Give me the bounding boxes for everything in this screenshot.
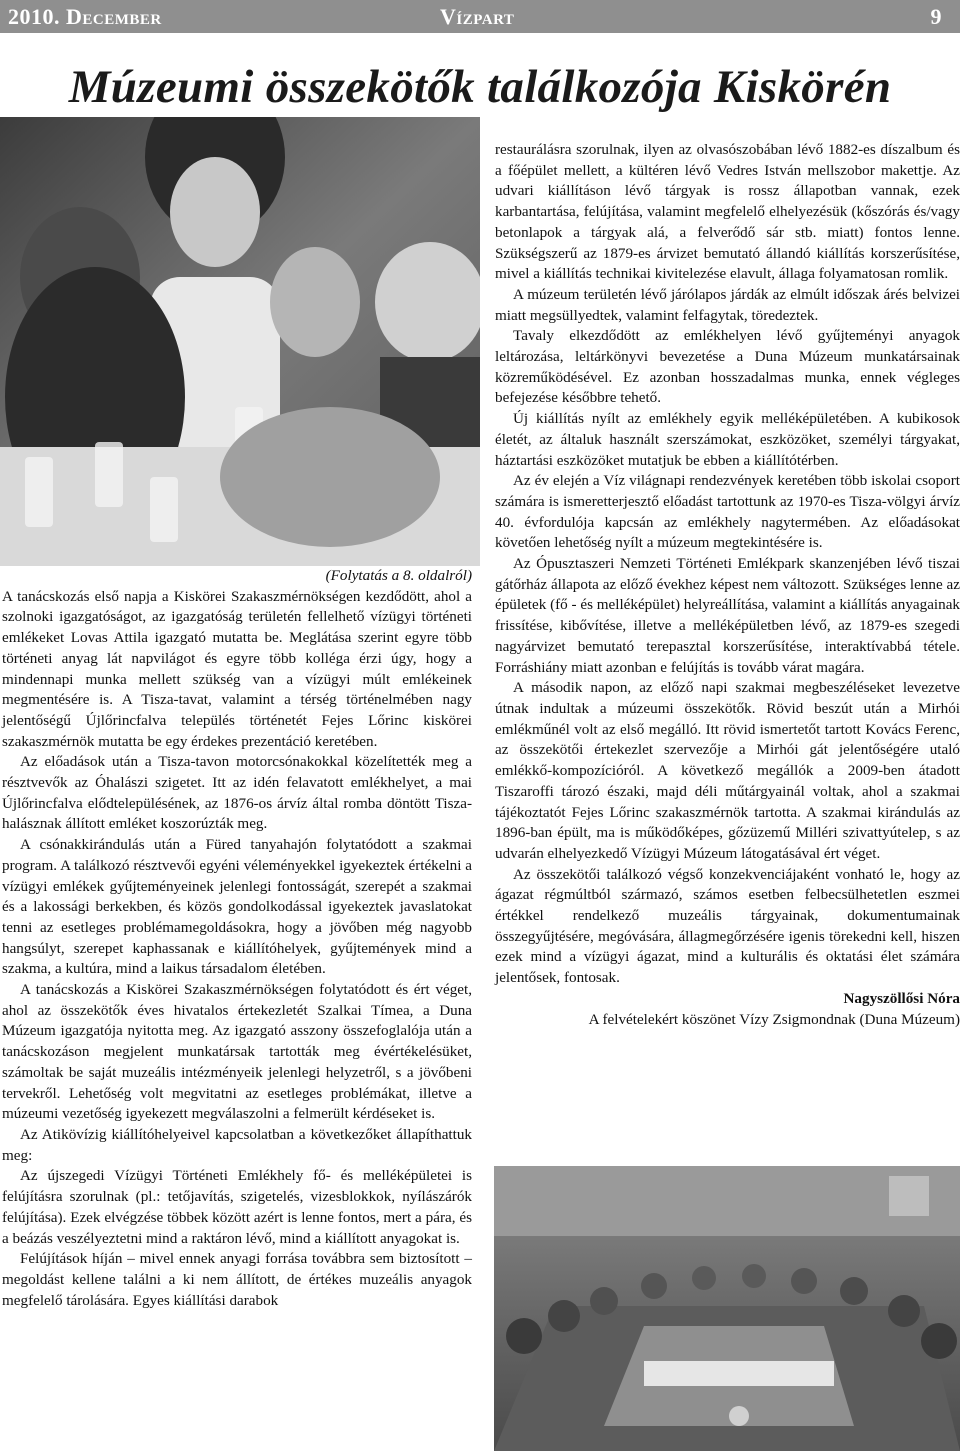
paragraph: Új kiállítás nyílt az emlékhely egyik melléképületében. A kubikosok életét, az általuk használt szerszámokat, eszközöket, személyi tárgyakat, háztartási eszközöket mutatjuk be ebben a kiállítótérben. [495,410,960,469]
photo-placeholder [494,1166,960,1451]
issue-date: 2010. December [8,4,162,29]
paragraph: A csónakkirándulás után a Füred tanyahajón folytatódott a szakmai program. A találkozó résztvevői egyéni véleményekkel igyekeztek értékelni a vízügyi emlékek gyűjteményeinek jelenlegi fontosságát, szerepét a szakmai és a lakossági berkekben, és közös gondolkodással igyekeztek javaslatokat tenni az esetleges problémamegoldásokra, hogy a jövőben még nagyobb hangsúlyt, szerepet kaphassanak e kiállítóhelyek, gyűjtemények mind a szakma, a kultúra, mind a laikus társadalom életében. [2,836,472,978]
paragraph: Az előadások után a Tisza-tavon motorcsónakokkal közelítették meg a résztvevők az Óhalászi szigetet. Itt az idén felavatott emlékhelyet, a mai Újlőrincfalva elődtelepülésének, az 1876-os árvíz által romba döntött Tisza-halásznak állított emléket koszorúzták meg. [2,753,472,833]
paragraph: Az év elején a Víz világnapi rendezvények keretében több iskolai csoport számára is ismeretterjesztő előadást tartottunk az 1970-es Tisza-völgyi árvíz 40. évfordulója kapcsán az emlékhely nagytermében. Az előadásokat követően lehetőség nyílt a múzeum megtekintésére is. [495,472,960,552]
author-name: Nagyszöllősi Nóra [843,989,960,1007]
paragraph: Az Ópusztaszeri Nemzeti Történeti Emlékpark skanzenjében lévő tiszai gátőrház állapota az előző évekhez képest nem változott. Szükséges lenne az épületek (fő - és melléképület) helyreállítása, valamint a kiállítás anyagainak frissítése, kibővítése, illetve a melléképületben lévő, az 1879-es szegedi nagyárvizet bemutató terepasztal korszerűsítése, interaktívabbá tétele. Forráshiány miatt azonban e felújítás is tovább várat magára. [495,555,960,676]
paragraph: restaurálásra szorulnak, ilyen az olvasószobában lévő 1882-es díszalbum és a főépület mellett, a kültéren lévő Vedres István mellszobor makettje. Az udvari kiállításon lévő tárgyak is rossz állapotban vannak, ezek karbantartása, felújítása, valamint megfelelő elhelyezésük (kőszórás és/vagy betonlapok a tárgyak alá, a felverődő sár stb. miatt) fontos lenne. Szükségszerű az 1879-es árvizet bemutató állandó kiállítás korszerűsítése, mivel a kiállítás technikai kivitelezése elavult, állaga folyamatosan romlik. [495,141,960,283]
paragraph: A tanácskozás a Kiskörei Szakaszmérnökségen folytatódott és ért véget, ahol az összekötők éves hivatalos értekezletét Szalkai Tímea, a Duna Múzeum igazgatója nyitotta meg. Az igazgató asszony összefoglalója után a tanácskozáson megjelent munkatársak tartották meg évértékelésüket, számoltak be saját muzeális intézményeik jelenlegi helyzetről, s a jövőbeni tervekről. Lehetőség volt megvitatni az esetleges problémákat, illetve a múzeumi vezetőség igyekezett megválaszolni a felmerült kérdéseket is. [2,981,472,1123]
photo-placeholder [0,117,480,566]
photo-credit: A felvételekért köszönet Vízy Zsigmondnak (Duna Múzeum) [588,1010,960,1028]
left-column [2,566,472,1311]
continued-note: (Folytatás a 8. oldalról) [325,567,472,584]
paragraph: Az összekötői találkozó végső konzekvenciájaként vonható le, hogy az ágazat régmúltból származó, számos esetben felbecsülhetetlen eszmei értékkel rendelkező muzeális tárgyainak, dokumentumainak összegyűjtésére, megóvására, állagmegőrzésére igenis törekedni kell, hiszen ezek mind a vízügyi ágazat, mind a kulturális és oktatási élet számára jelentősek, fontosak. [495,865,960,987]
article-title: Múzeumi összekötők találkozója Kiskörén [68,61,892,113]
meeting-photo-women-at-table [0,117,480,566]
page-number: 9 [930,4,942,29]
paragraph: A második napon, az előző napi szakmai megbeszéléseket levezetve útnak indultak a múzeumi összekötők. Rövid beszút után a Mirhói emlékműnél volt az első megálló. Itt rövid ismertetőt tartott Kovács Ferenc, az összekötői értekezlet szervezője a Mirhói gát jelentőségére utaló emlékkő-kompozícióról. A következő megállók a 2009-ben átadott Tiszaroffi tározó északi, majd déli műtárgyainál voltak, ahol a szakmai tájékoztatót Fejes Lőrinc szakaszmérnök tartotta. A szakmai kirándulás az 1896-ban épült, ma is működőképes, gőzüzemű Milléri szivattyútelep, s az udvarán elhelyezkedő Vízügyi Múzeum látogatásával ért véget. [495,679,960,862]
paragraph: Felújítások híján – mivel ennek anyagi forrása továbbra sem biztosított – megoldást kellene találni a ki nem állított, de értékes muzeális anyagok megfelelő tárolására. Egyes kiállítási darabok [2,1250,472,1309]
paragraph: Tavaly elkezdődött az emlékhelyen lévő gyűjteményi anyagok leltározása, leltárkönyvi bevezetése a Duna Múzeum munkatársainak közreműködésével. Ez azonban hosszadalmas munka, ennek végleges befejezése későbbre tehető. [495,327,960,407]
paragraph: Az Atikövízig kiállítóhelyeivel kapcsolatban a következőket állapíthattuk meg: [2,1125,472,1164]
page-header [0,0,960,33]
conference-room-photo [494,1166,960,1451]
paragraph: A tanácskozás első napja a Kiskörei Szakaszmérnökségen kezdődött, ahol a szolnoki igazgatóságot, az igazgatóság területén fellelhető vízügyi történeti emlékeket Lovas Attila igazgató mutatta be. Meglátása szerint egyre több történeti anyag lát napvilágot és egyre több kolléga érzi úgy, hogy a mindennapi munka mellett szükség van a vízügyi múlt emlékeinek megmentésére is. A Tisza-tavat, valamint a térség történelmében nagy jelentőségű Újlőrincfalva település történetét Fejes Lőrinc kiskörei szakaszmérnök mutatta be egy érdekes prezentáció keretében. [2,587,472,750]
right-column [495,140,960,1030]
publication-name: Vízpart [440,4,515,29]
paragraph: Az újszegedi Vízügyi Történeti Emlékhely fő- és melléképületei is felújításra szorulnak (pl.: tetőjavítás, szigetelés, vizesblokkok, nyílászárók felújítása). Ezek elvégzése többek között azért is lenne fontos, mert a pára, és a beázás veszélyeztetni mind a raktáron lévő, mind a kiállított anyagokat is. [2,1167,472,1247]
paragraph: A múzeum területén lévő járólapos járdák az elmúlt időszak árés belvizei miatt megsüllyedtek, valamint felfagytak, töredeztek. [495,285,960,324]
